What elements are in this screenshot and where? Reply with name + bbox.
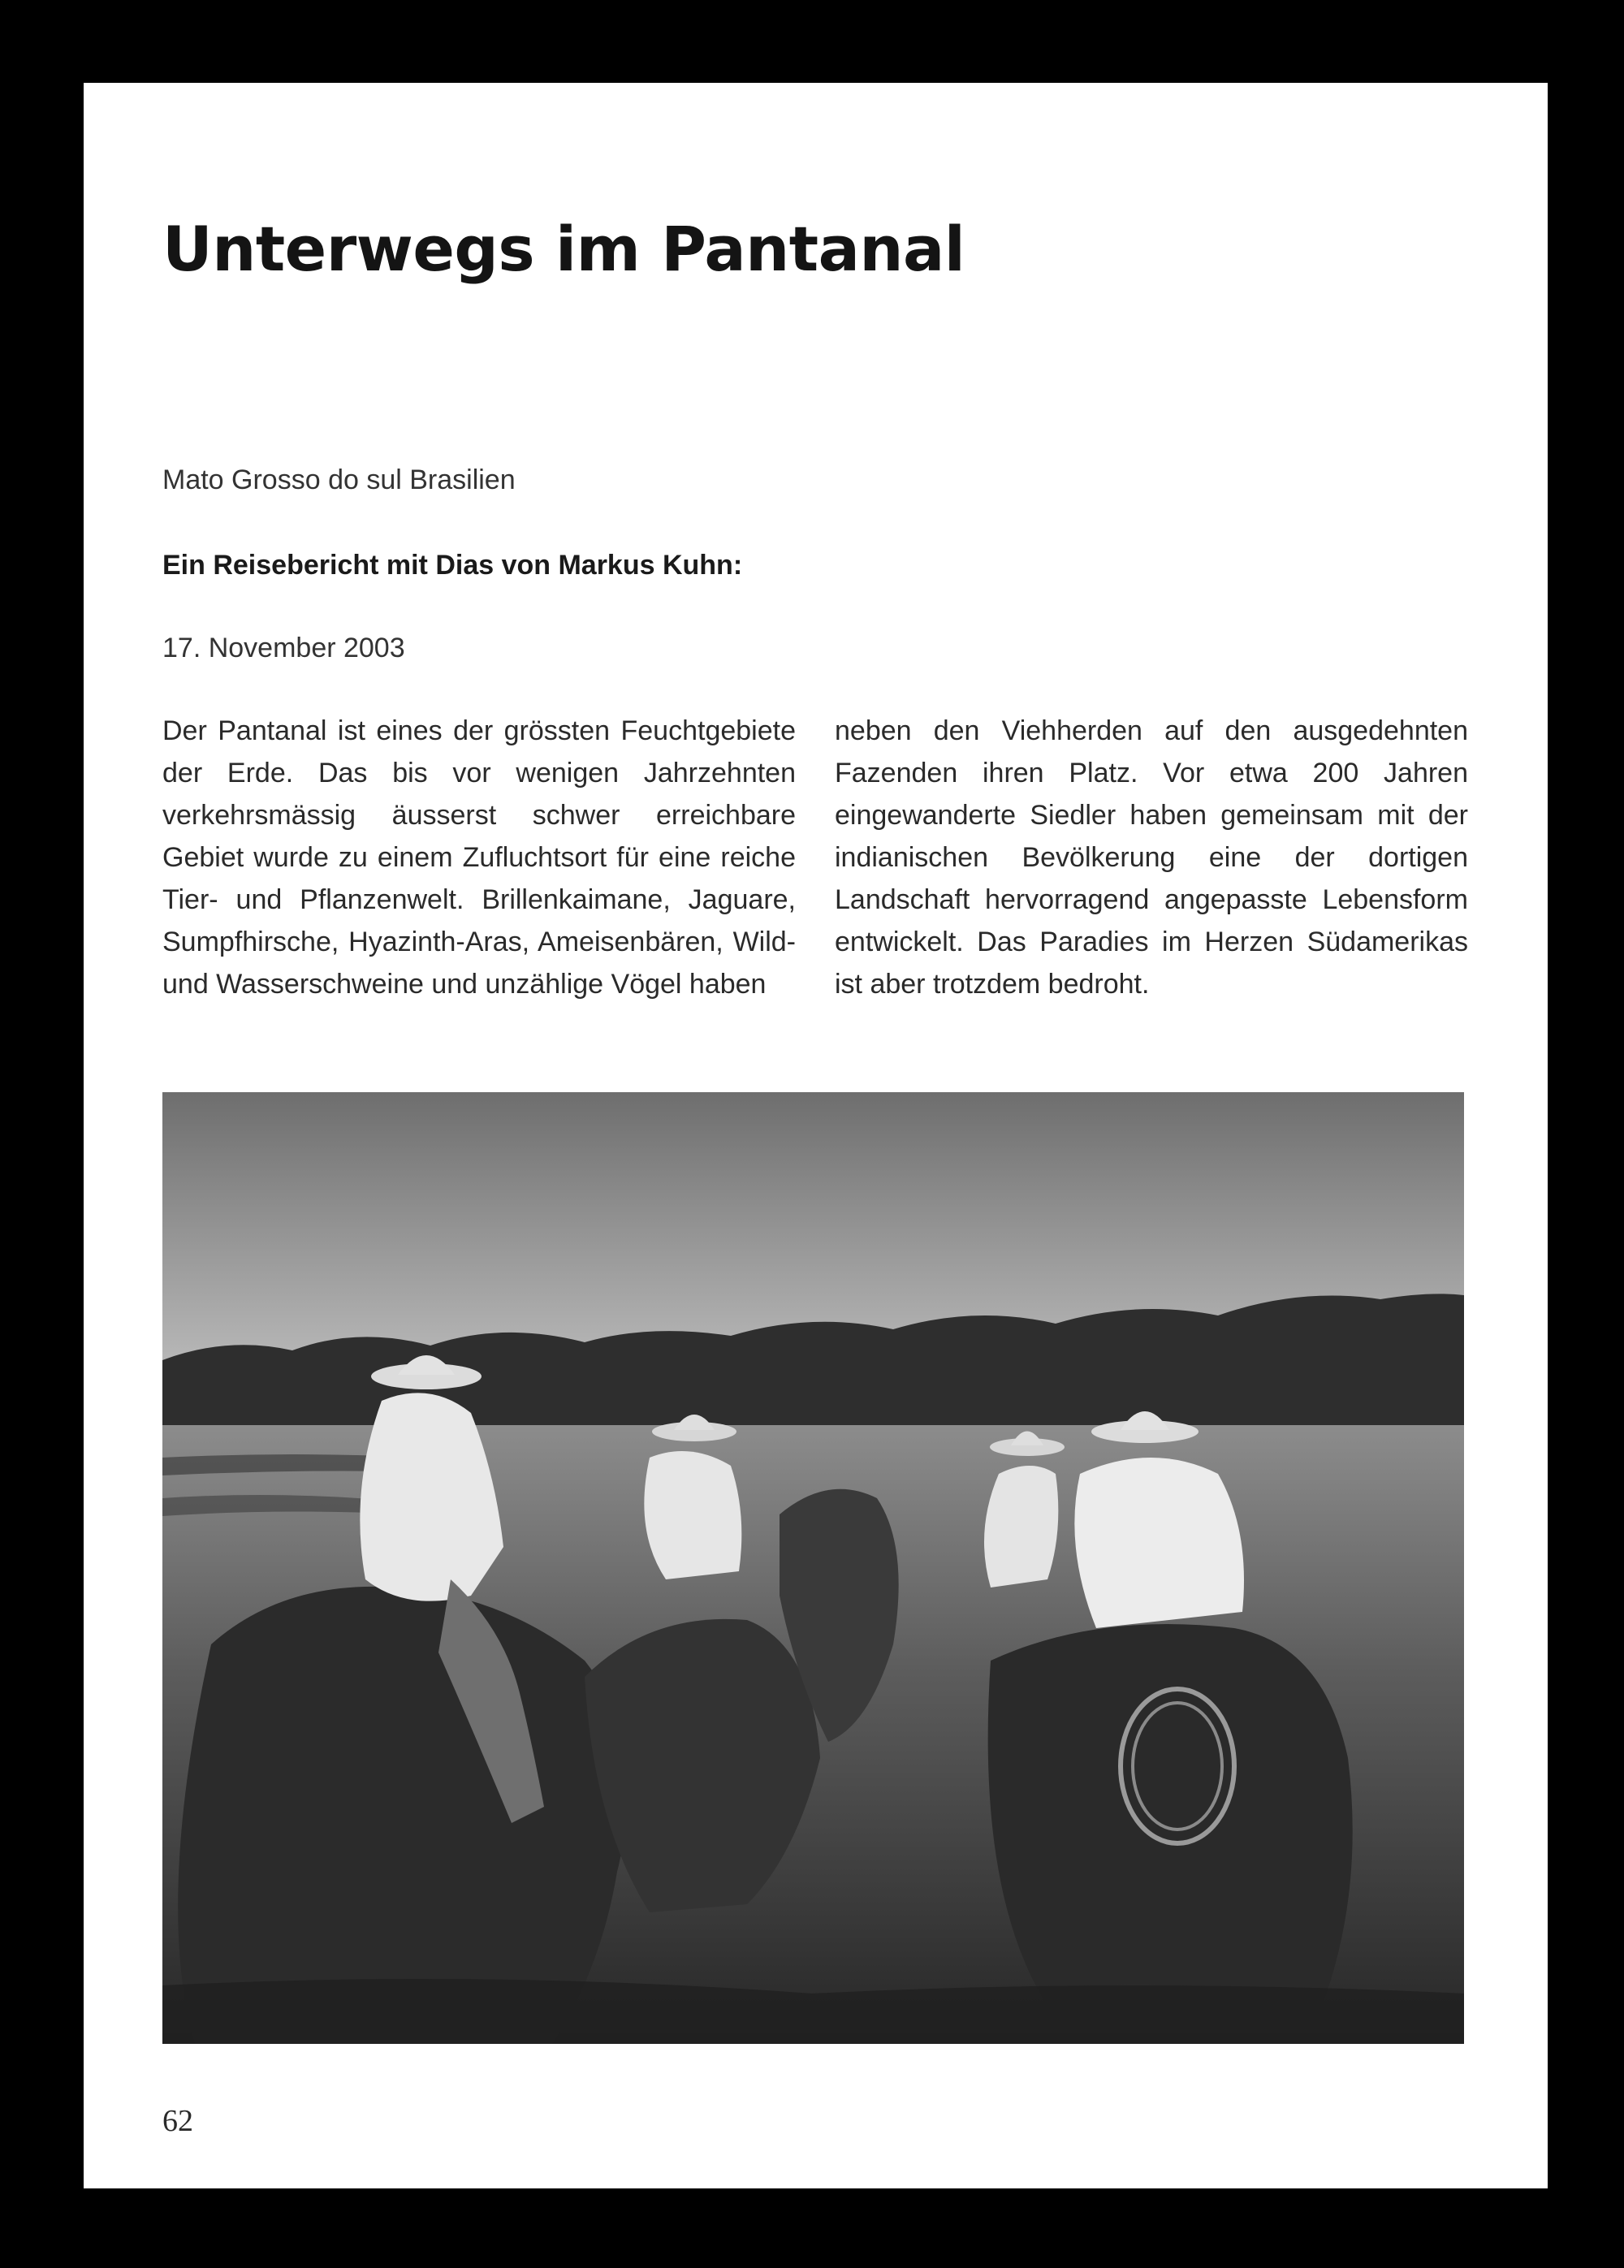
document-page [84,83,1548,2188]
article-byline: Ein Reisebericht mit Dias von Markus Kuhn: [162,550,743,581]
rider-center-left [644,1451,741,1579]
article-subtitle: Mato Grosso do sul Brasilien [162,464,516,495]
horse-left [178,1587,628,2044]
rider-right [1074,1458,1244,1628]
article-date: 17. November 2003 [162,633,405,663]
horse-right [988,1624,1353,2018]
body-column-right: neben den Viehherden auf den ausgedehnten Fazenden ihren Platz. Vor etwa 200 Jahren eingewanderte Siedler haben gemeinsam mit der indianischen Bevölkerung eine der dortigen Landschaft hervorragend angepasste Lebensform entwickelt. Das Paradies im Herzen Südamerikas ist aber trotzdem bedroht. [835,715,1468,1000]
page-number: 62 [162,2104,193,2138]
riders-on-horseback-photo [162,1092,1464,2044]
body-column-left: Der Pantanal ist eines der grössten Feuchtgebiete der Erde. Das bis vor wenigen Jahrzehnten verkehrsmässig äusserst schwer erreichbare Gebiet wurde zu einem Zufluchtsort für eine reiche Tier- und Pflanzenwelt. Brillenkaimane, Jaguare, Sumpfhirsche, Hyazinth-Aras, Ameisenbären, Wild- und Wasserschweine und unzählige Vögel haben [162,715,796,1000]
photo-illustration [162,1092,1464,2044]
rider-center-right [984,1466,1058,1588]
article-title: Unterwegs im Pantanal [162,213,965,285]
